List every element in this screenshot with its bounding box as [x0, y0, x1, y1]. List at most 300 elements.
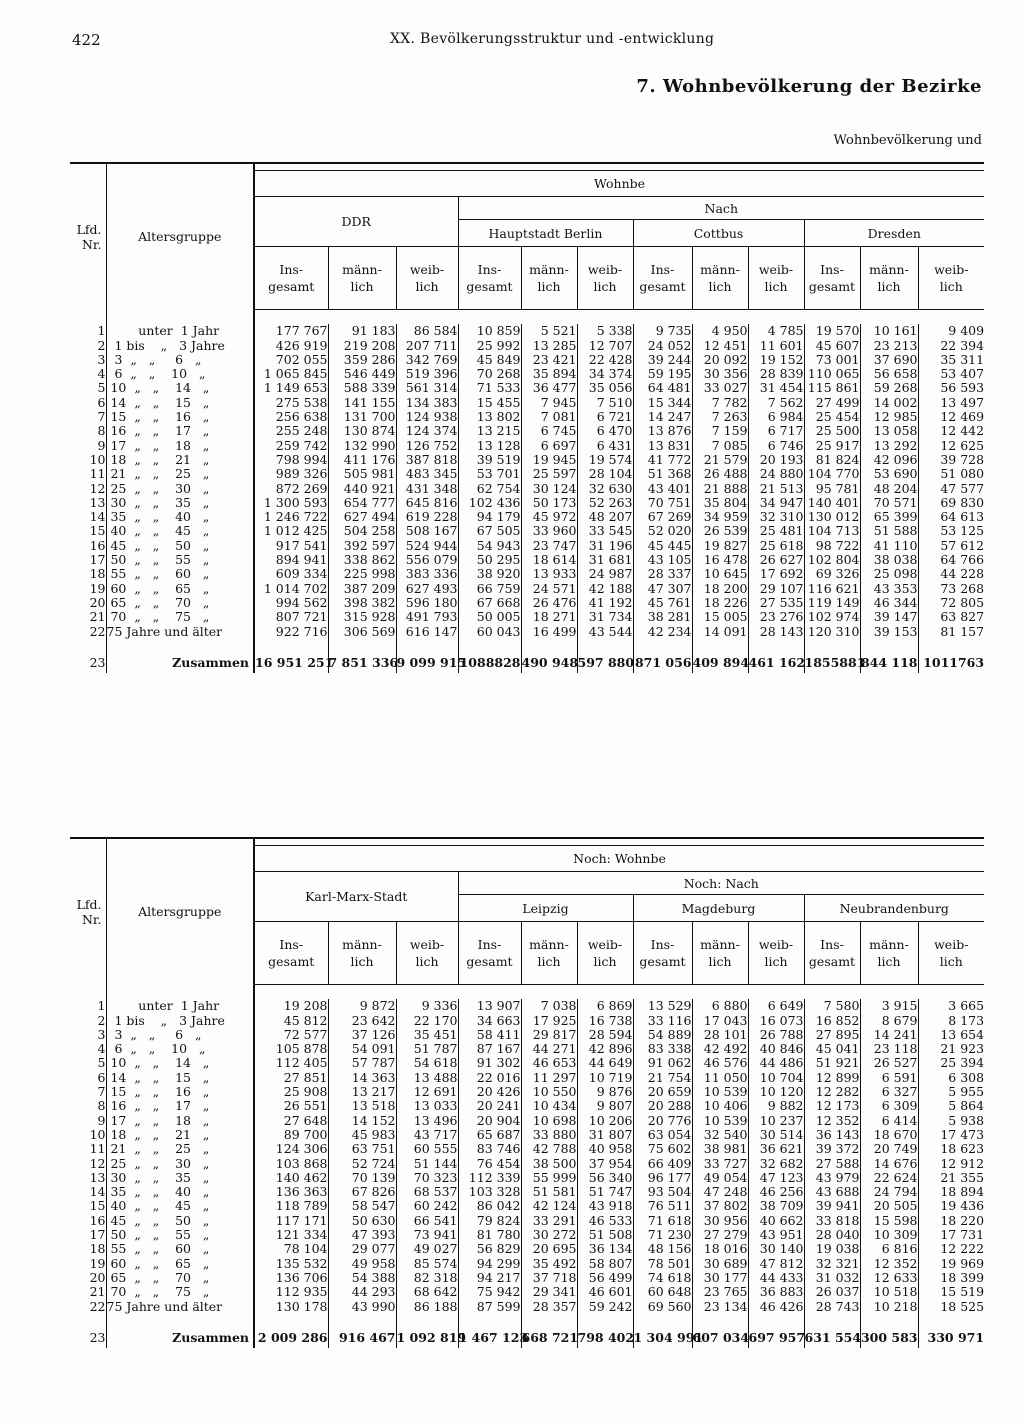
value-cell: 342 769	[396, 353, 458, 367]
value-cell: 124 374	[396, 424, 458, 438]
value-cell: 69 830	[918, 496, 984, 510]
value-cell: 39 941	[804, 1199, 860, 1213]
value-cell: 53 125	[918, 524, 984, 538]
total-cell: 1 304 991	[633, 1328, 692, 1348]
group-header-2: Cottbus	[633, 220, 804, 247]
value-cell: 19 945	[521, 453, 577, 467]
table-row	[70, 324, 984, 338]
table-row	[70, 1185, 984, 1199]
subhead: Ins- gesamt	[458, 247, 521, 310]
value-cell: 87 167	[458, 1042, 521, 1056]
value-cell: 62 754	[458, 482, 521, 496]
value-cell: 483 345	[396, 467, 458, 481]
table-row	[70, 367, 984, 381]
value-cell: 6 649	[748, 999, 804, 1013]
total-cell: 597 880	[577, 653, 633, 673]
value-cell: 16 499	[521, 625, 577, 639]
value-cell: 27 279	[692, 1228, 748, 1242]
table-row	[70, 482, 984, 496]
value-cell: 508 167	[396, 524, 458, 538]
value-cell: 561 314	[396, 381, 458, 395]
value-cell: 103 868	[254, 1157, 328, 1171]
value-cell: 46 653	[521, 1056, 577, 1070]
value-cell: 50 173	[521, 496, 577, 510]
value-cell: 91 302	[458, 1056, 521, 1070]
table-row	[70, 467, 984, 481]
value-cell: 53 701	[458, 467, 521, 481]
row-number: 20	[89, 594, 106, 610]
value-cell: 52 263	[577, 496, 633, 510]
value-cell: 81 780	[458, 1228, 521, 1242]
subhead: männ- lich	[328, 922, 396, 985]
value-cell: 8 173	[918, 1014, 984, 1028]
value-cell: 7 945	[521, 396, 577, 410]
value-cell: 112 339	[458, 1171, 521, 1185]
table-row	[70, 510, 984, 524]
age-group-cell: 15 „ „ 16 „	[106, 410, 254, 424]
row-number: 17	[89, 1227, 106, 1243]
value-cell: 42 124	[521, 1199, 577, 1213]
age-group-cell: unter 1 Jahr	[106, 999, 254, 1013]
value-cell: 118 789	[254, 1199, 328, 1213]
value-cell: 30 956	[692, 1214, 748, 1228]
value-cell: 9 336	[396, 999, 458, 1013]
value-cell: 23 134	[692, 1300, 748, 1314]
value-cell: 13 802	[458, 410, 521, 424]
value-cell: 13 285	[521, 339, 577, 353]
total-cell: 631 554	[804, 1328, 860, 1348]
value-cell: 13 518	[328, 1099, 396, 1113]
value-cell: 35 492	[521, 1257, 577, 1271]
value-cell: 102 436	[458, 496, 521, 510]
table-row	[70, 1257, 984, 1271]
total-cell: 844 118	[860, 653, 918, 673]
value-cell: 94 217	[458, 1271, 521, 1285]
value-cell: 13 933	[521, 567, 577, 581]
value-cell: 119 149	[804, 596, 860, 610]
value-cell: 10 539	[692, 1114, 748, 1128]
value-cell: 31 032	[804, 1271, 860, 1285]
value-cell: 81 157	[918, 625, 984, 639]
value-cell: 69 326	[804, 567, 860, 581]
age-group-cell: 1 bis „ 3 Jahre	[106, 1014, 254, 1028]
value-cell: 56 658	[860, 367, 918, 381]
value-cell: 4 950	[692, 324, 748, 338]
value-cell: 25 394	[918, 1056, 984, 1070]
value-cell: 6 869	[577, 999, 633, 1013]
row-number: 7	[97, 409, 106, 425]
value-cell: 12 707	[577, 339, 633, 353]
value-cell: 627 494	[328, 510, 396, 524]
value-cell: 65 687	[458, 1128, 521, 1142]
caption-2: Nach	[458, 197, 984, 220]
value-cell: 10 719	[577, 1071, 633, 1085]
value-cell: 596 180	[396, 596, 458, 610]
value-cell: 32 310	[748, 510, 804, 524]
group-header-3: Dresden	[804, 220, 984, 247]
value-cell: 85 574	[396, 1257, 458, 1271]
value-cell: 26 551	[254, 1099, 328, 1113]
value-cell: 43 105	[633, 553, 692, 567]
table-row	[70, 1099, 984, 1113]
value-cell: 37 126	[328, 1028, 396, 1042]
value-cell: 8 679	[860, 1014, 918, 1028]
table-row	[70, 1285, 984, 1299]
value-cell: 96 177	[633, 1171, 692, 1185]
table-row	[70, 453, 984, 467]
row-number: 3	[97, 351, 106, 367]
value-cell: 26 476	[521, 596, 577, 610]
value-cell: 83 746	[458, 1142, 521, 1156]
total-cell: 461 162	[748, 653, 804, 673]
value-cell: 25 500	[804, 424, 860, 438]
value-cell: 81 824	[804, 453, 860, 467]
value-cell: 1 246 722	[254, 510, 328, 524]
value-cell: 9 409	[918, 324, 984, 338]
value-cell: 30 689	[692, 1257, 748, 1271]
lfd-header	[70, 838, 106, 985]
value-cell: 1 014 702	[254, 582, 328, 596]
table-row	[70, 539, 984, 553]
value-cell: 12 633	[860, 1271, 918, 1285]
age-group-cell: 30 „ „ 35 „	[106, 496, 254, 510]
value-cell: 24 880	[748, 467, 804, 481]
value-cell: 136 363	[254, 1185, 328, 1199]
value-cell: 42 096	[860, 453, 918, 467]
subhead: weib- lich	[396, 922, 458, 985]
table-row	[70, 381, 984, 395]
value-cell: 38 500	[521, 1157, 577, 1171]
value-cell: 59 195	[633, 367, 692, 381]
value-cell: 31 734	[577, 610, 633, 624]
value-cell: 32 682	[748, 1157, 804, 1171]
value-cell: 91 183	[328, 324, 396, 338]
value-cell: 17 473	[918, 1128, 984, 1142]
value-cell: 6 816	[860, 1242, 918, 1256]
table-row	[70, 596, 984, 610]
value-cell: 136 706	[254, 1271, 328, 1285]
value-cell: 19 208	[254, 999, 328, 1013]
value-cell: 33 027	[692, 381, 748, 395]
value-cell: 10 550	[521, 1085, 577, 1099]
subhead: Ins- gesamt	[804, 247, 860, 310]
value-cell: 10 539	[692, 1085, 748, 1099]
value-cell: 20 092	[692, 353, 748, 367]
value-cell: 26 527	[860, 1056, 918, 1070]
value-cell: 43 353	[860, 582, 918, 596]
value-cell: 53 407	[918, 367, 984, 381]
value-cell: 41 772	[633, 453, 692, 467]
value-cell: 50 630	[328, 1214, 396, 1228]
value-cell: 116 621	[804, 582, 860, 596]
value-cell: 11 050	[692, 1071, 748, 1085]
value-cell: 76 454	[458, 1157, 521, 1171]
value-cell: 40 662	[748, 1214, 804, 1228]
value-cell: 13 654	[918, 1028, 984, 1042]
value-cell: 609 334	[254, 567, 328, 581]
value-cell: 57 612	[918, 539, 984, 553]
table-row	[70, 1085, 984, 1099]
value-cell: 140 401	[804, 496, 860, 510]
total-row	[70, 653, 984, 673]
value-cell: 39 244	[633, 353, 692, 367]
value-cell: 23 213	[860, 339, 918, 353]
value-cell: 64 766	[918, 553, 984, 567]
subhead: männ- lich	[692, 922, 748, 985]
value-cell: 10 120	[748, 1085, 804, 1099]
value-cell: 17 925	[521, 1014, 577, 1028]
value-cell: 5 955	[918, 1085, 984, 1099]
value-cell: 46 601	[577, 1285, 633, 1299]
value-cell: 7 782	[692, 396, 748, 410]
value-cell: 18 200	[692, 582, 748, 596]
value-cell: 48 207	[577, 510, 633, 524]
value-cell: 21 888	[692, 482, 748, 496]
value-cell: 51 747	[577, 1185, 633, 1199]
value-cell: 25 454	[804, 410, 860, 424]
row-number: 1	[97, 323, 106, 339]
value-cell: 31 681	[577, 553, 633, 567]
value-cell: 15 344	[633, 396, 692, 410]
value-cell: 22 394	[918, 339, 984, 353]
value-cell: 51 144	[396, 1157, 458, 1171]
value-cell: 75 602	[633, 1142, 692, 1156]
table-row	[70, 1171, 984, 1185]
value-cell: 36 883	[748, 1285, 804, 1299]
value-cell: 19 574	[577, 453, 633, 467]
value-cell: 315 928	[328, 610, 396, 624]
row-number: 4	[97, 366, 106, 382]
value-cell: 45 041	[804, 1042, 860, 1056]
subhead: weib- lich	[918, 922, 984, 985]
value-cell: 73 268	[918, 582, 984, 596]
value-cell: 556 079	[396, 553, 458, 567]
value-cell: 16 852	[804, 1014, 860, 1028]
value-cell: 130 178	[254, 1300, 328, 1314]
value-cell: 87 599	[458, 1300, 521, 1314]
value-cell: 24 571	[521, 582, 577, 596]
value-cell: 10 406	[692, 1099, 748, 1113]
total-cell: 300 583	[860, 1328, 918, 1348]
value-cell: 7 263	[692, 410, 748, 424]
age-group-cell: 50 „ „ 55 „	[106, 553, 254, 567]
value-cell: 30 272	[521, 1228, 577, 1242]
value-cell: 50 005	[458, 610, 521, 624]
value-cell: 21 513	[748, 482, 804, 496]
value-cell: 10 434	[521, 1099, 577, 1113]
value-cell: 65 399	[860, 510, 918, 524]
total-cell: 9 099 915	[396, 653, 458, 673]
value-cell: 41 192	[577, 596, 633, 610]
value-cell: 39 519	[458, 453, 521, 467]
value-cell: 42 896	[577, 1042, 633, 1056]
total-cell: 668 721	[521, 1328, 577, 1348]
row-number: 5	[97, 1055, 106, 1071]
age-group-cell: unter 1 Jahr	[106, 324, 254, 338]
value-cell: 60 648	[633, 1285, 692, 1299]
age-header	[106, 163, 254, 310]
value-cell: 49 027	[396, 1242, 458, 1256]
value-cell: 54 889	[633, 1028, 692, 1042]
row-number: 14	[89, 1184, 106, 1200]
age-group-cell: 17 „ „ 18 „	[106, 1114, 254, 1128]
value-cell: 35 451	[396, 1028, 458, 1042]
value-cell: 29 077	[328, 1242, 396, 1256]
value-cell: 95 781	[804, 482, 860, 496]
row-number: 6	[97, 1069, 106, 1085]
value-cell: 13 217	[328, 1085, 396, 1099]
value-cell: 6 880	[692, 999, 748, 1013]
value-cell: 13 033	[396, 1099, 458, 1113]
table-row	[70, 1071, 984, 1085]
age-group-cell: 21 „ „ 25 „	[106, 1142, 254, 1156]
row-number: 11	[89, 466, 106, 482]
value-cell: 10 645	[692, 567, 748, 581]
age-group-cell: 60 „ „ 65 „	[106, 582, 254, 596]
value-cell: 7 580	[804, 999, 860, 1013]
value-cell: 45 445	[633, 539, 692, 553]
value-cell: 103 328	[458, 1185, 521, 1199]
value-cell: 654 777	[328, 496, 396, 510]
subhead: Ins- gesamt	[804, 922, 860, 985]
value-cell: 27 895	[804, 1028, 860, 1042]
total-cell: 1011763	[918, 653, 984, 673]
row-number: 19	[89, 580, 106, 596]
value-cell: 38 709	[748, 1199, 804, 1213]
value-cell: 28 839	[748, 367, 804, 381]
age-header	[106, 838, 254, 985]
value-cell: 18 220	[918, 1214, 984, 1228]
value-cell: 19 038	[804, 1242, 860, 1256]
value-cell: 13 128	[458, 439, 521, 453]
value-cell: 64 613	[918, 510, 984, 524]
value-cell: 25 917	[804, 439, 860, 453]
value-cell: 54 388	[328, 1271, 396, 1285]
value-cell: 13 215	[458, 424, 521, 438]
table-row	[70, 396, 984, 410]
value-cell: 12 352	[860, 1257, 918, 1271]
value-cell: 54 091	[328, 1042, 396, 1056]
value-cell: 27 499	[804, 396, 860, 410]
value-cell: 10 309	[860, 1228, 918, 1242]
subhead: weib- lich	[748, 922, 804, 985]
subhead: Ins- gesamt	[254, 922, 328, 985]
value-cell: 1 149 653	[254, 381, 328, 395]
value-cell: 130 012	[804, 510, 860, 524]
value-cell: 9 807	[577, 1099, 633, 1113]
value-cell: 1 012 425	[254, 524, 328, 538]
value-cell: 56 499	[577, 1271, 633, 1285]
value-cell: 13 831	[633, 439, 692, 453]
value-cell: 141 155	[328, 396, 396, 410]
value-cell: 124 306	[254, 1142, 328, 1156]
value-cell: 11 601	[748, 339, 804, 353]
value-cell: 256 638	[254, 410, 328, 424]
lfd-label: Lfd. Nr.	[76, 896, 102, 927]
value-cell: 39 147	[860, 610, 918, 624]
value-cell: 60 555	[396, 1142, 458, 1156]
value-cell: 19 570	[804, 324, 860, 338]
value-cell: 28 357	[521, 1300, 577, 1314]
age-group-cell: 14 „ „ 15 „	[106, 1071, 254, 1085]
value-cell: 20 904	[458, 1114, 521, 1128]
value-cell: 872 269	[254, 482, 328, 496]
row-number: 22	[89, 623, 106, 639]
value-cell: 387 818	[396, 453, 458, 467]
value-cell: 93 504	[633, 1185, 692, 1199]
value-cell: 21 355	[918, 1171, 984, 1185]
table-row	[70, 1157, 984, 1171]
value-cell: 28 040	[804, 1228, 860, 1242]
value-cell: 120 310	[804, 625, 860, 639]
value-cell: 6 414	[860, 1114, 918, 1128]
value-cell: 275 538	[254, 396, 328, 410]
value-cell: 12 469	[918, 410, 984, 424]
age-group-cell: 16 „ „ 17 „	[106, 424, 254, 438]
value-cell: 102 974	[804, 610, 860, 624]
age-group-cell: 45 „ „ 50 „	[106, 1214, 254, 1228]
value-cell: 51 787	[396, 1042, 458, 1056]
value-cell: 4 785	[748, 324, 804, 338]
age-group-cell: 55 „ „ 60 „	[106, 567, 254, 581]
value-cell: 43 401	[633, 482, 692, 496]
age-group-cell: 70 „ „ 75 „	[106, 610, 254, 624]
value-cell: 41 110	[860, 539, 918, 553]
row-number: 1	[97, 998, 106, 1014]
value-cell: 31 196	[577, 539, 633, 553]
value-cell: 306 569	[328, 625, 396, 639]
value-cell: 12 442	[918, 424, 984, 438]
value-cell: 894 941	[254, 553, 328, 567]
subhead: männ- lich	[860, 247, 918, 310]
value-cell: 33 545	[577, 524, 633, 538]
value-cell: 7 159	[692, 424, 748, 438]
value-cell: 82 318	[396, 1271, 458, 1285]
value-cell: 13 496	[396, 1114, 458, 1128]
row-number: 8	[97, 423, 106, 439]
value-cell: 43 979	[804, 1171, 860, 1185]
value-cell: 46 426	[748, 1300, 804, 1314]
value-cell: 76 511	[633, 1199, 692, 1213]
group-header-1: Hauptstadt Berlin	[458, 220, 633, 247]
value-cell: 71 618	[633, 1214, 692, 1228]
value-cell: 42 492	[692, 1042, 748, 1056]
value-cell: 32 540	[692, 1128, 748, 1142]
value-cell: 5 864	[918, 1099, 984, 1113]
value-cell: 135 532	[254, 1257, 328, 1271]
value-cell: 79 824	[458, 1214, 521, 1228]
value-cell: 45 607	[804, 339, 860, 353]
value-cell: 68 642	[396, 1285, 458, 1299]
value-cell: 37 690	[860, 353, 918, 367]
table-row	[70, 1242, 984, 1256]
value-cell: 359 286	[328, 353, 396, 367]
value-cell: 12 222	[918, 1242, 984, 1256]
value-cell: 72 805	[918, 596, 984, 610]
value-cell: 47 123	[748, 1171, 804, 1185]
value-cell: 20 288	[633, 1099, 692, 1113]
value-cell: 16 478	[692, 553, 748, 567]
total-cell: 871 056	[633, 653, 692, 673]
value-cell: 51 080	[918, 467, 984, 481]
value-cell: 6 745	[521, 424, 577, 438]
value-cell: 44 486	[748, 1056, 804, 1070]
value-cell: 13 529	[633, 999, 692, 1013]
value-cell: 12 173	[804, 1099, 860, 1113]
value-cell: 10 206	[577, 1114, 633, 1128]
row-number: 2	[97, 337, 106, 353]
age-group-cell: 16 „ „ 17 „	[106, 1099, 254, 1113]
